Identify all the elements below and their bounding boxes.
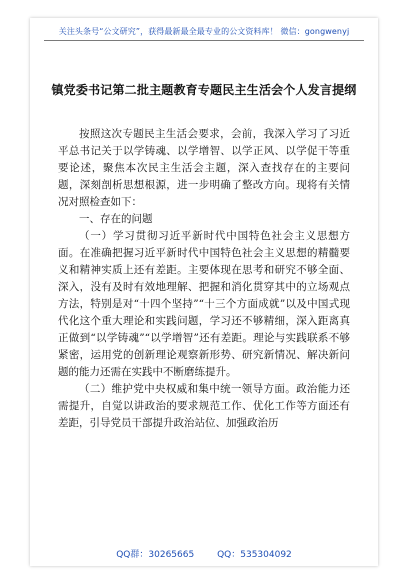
section-paragraph-2: （二）维护党中央权威和集中统一领导方面。政治能力还需提升，自觉以讲政治的要求规范工作、优化工作等方面还有差距，引导党员干部提升政治站位、加强政治历 [58,383,350,429]
section-heading: 一、存在的问题 [79,213,153,225]
header-divider [44,40,364,41]
document-body [58,126,350,432]
footer-qq: QQ：535304092 [217,550,292,560]
header-note: 关注头条号“公文研究”，获得最新最全最专业的公文资料库！ 微信：gongwenyj [58,27,350,36]
section-paragraph-1: （一）学习贯彻习近平新时代中国特色社会主义思想方面。在准确把握习近平新时代中国特色社会主义思想的精髓要义和精神实质上还有差距。主要体现在思考和研究不够全面、深入，没有及时有效地理解、把握和消化贯穿其中的立场观点方法，特别是对“十四个坚持”“十三个方面成就”以及中国式现代化这个重大理论和实践问题，学习还不够精细，深入距离真正做到“以学铸魂”“以学增智”还有差距。理论与实践联系不够紧密，运用党的创新理论观察新形势、研究新情况、解决新问题的能力还需在实践中不断磨练提升。 [58,230,350,378]
footer-contact [30,547,378,560]
document-title: 镇党委书记第二批主题教育专题民主生活会个人发言提纲 [51,83,357,97]
footer-qq-group: QQ群：30265665 [116,550,195,560]
intro-paragraph: 按照这次专题民主生活会要求，会前，我深入学习了习近平总书记关于以学铸魂、以学增智、以学正风、以学促干等重要论述，聚焦本次民主生活会主题，深入查找存在的主要问题，深刻剖析思想根源，进一步明确了整改方向。现将有关情况对照检查如下： [58,128,350,208]
document-page [30,18,378,566]
